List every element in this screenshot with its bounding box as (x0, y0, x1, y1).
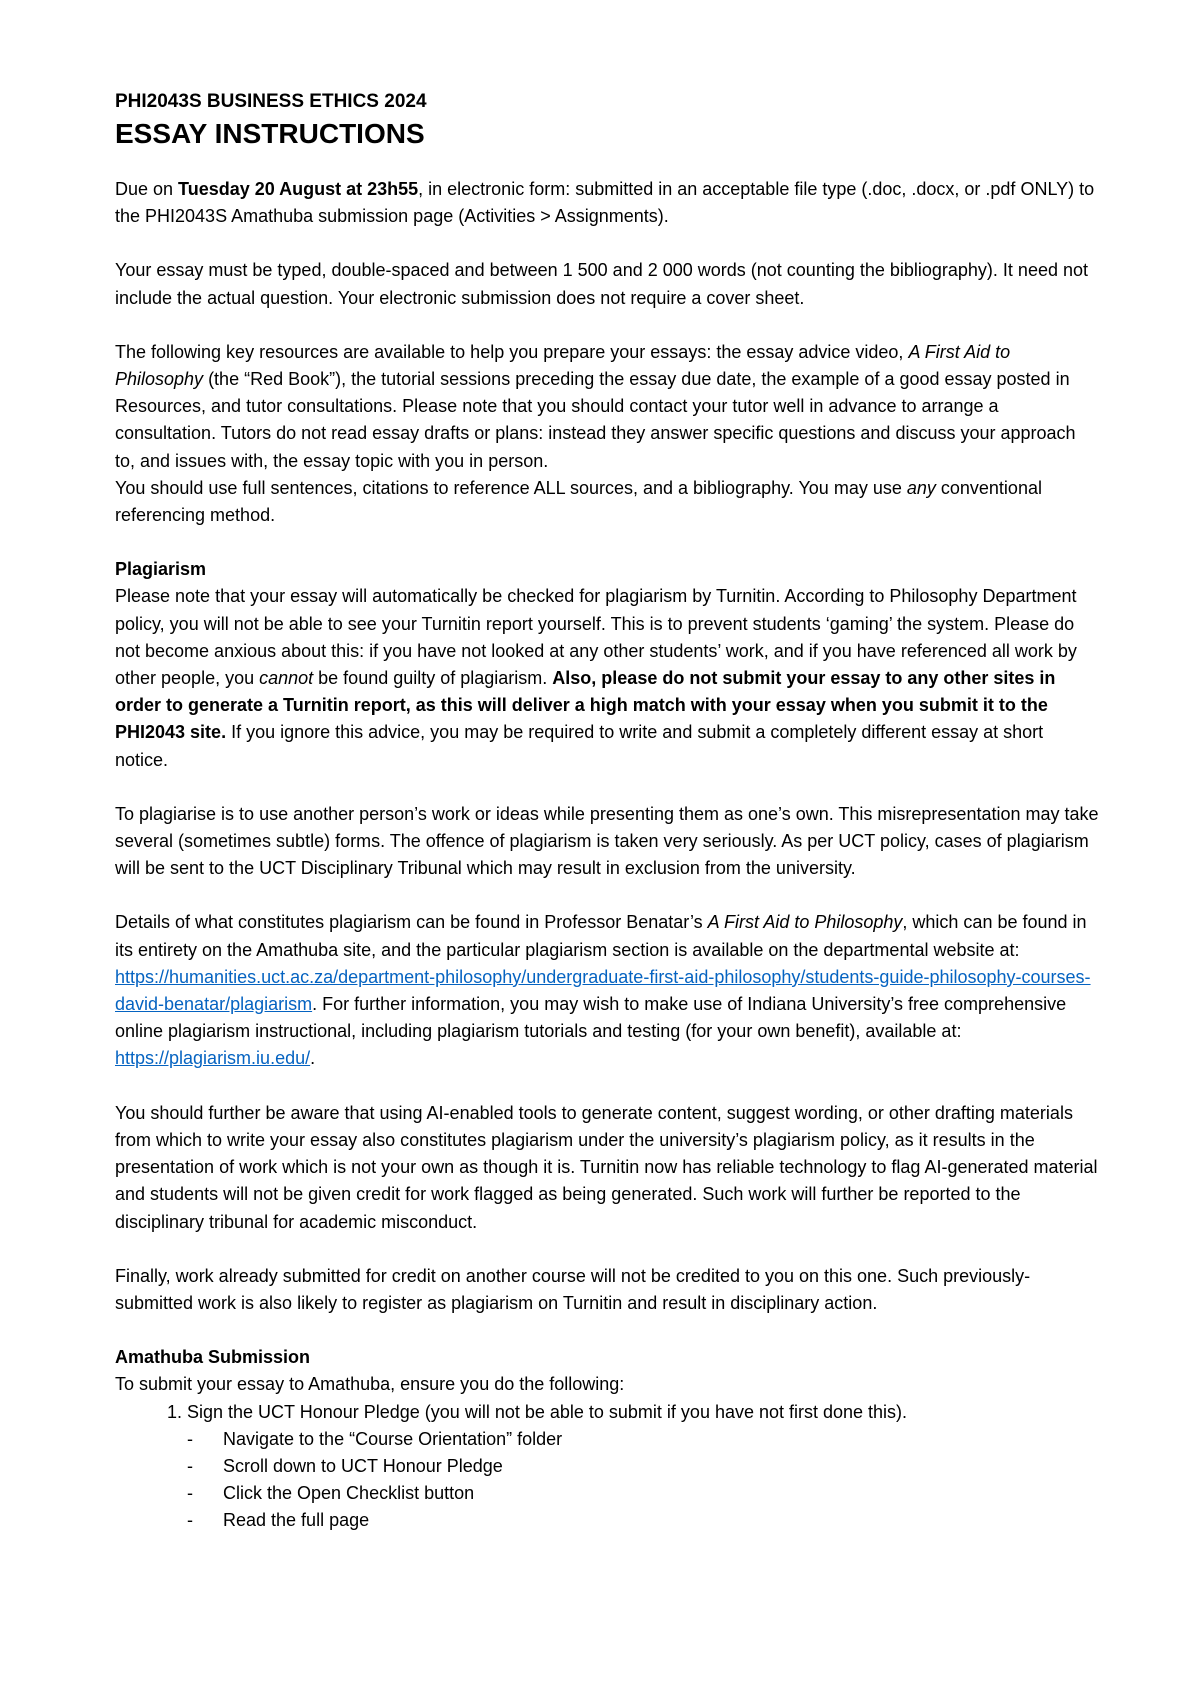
submission-intro: To submit your essay to Amathuba, ensure you do the following: (115, 1374, 625, 1395)
list-item: - Scroll down to UCT Honour Pledge (187, 1453, 1100, 1480)
list-item: - Navigate to the “Course Orientation” folder (187, 1426, 1100, 1453)
turnitin-paragraph: Please note that your essay will automatically be checked for plagiarism by Turnitin. According to Philosophy Department policy, you will not be able to see your Turnitin report yourself. This is to prevent students ‘gaming’ the system. Please do not become anxious about this: if you have not looked at any other students’ work, and if you have referenced all work by other people, you cannot be found guilty of plagiarism. Also, please do not submit your essay to any other sites in order to generate a Turnitin report, as this will deliver a high match with your essay when you submit it to the PHI2043 site. If you ignore this advice, you may be required to write and submit a completely different essay at short notice. (115, 586, 1077, 770)
plagiarism-heading: Plagiarism (115, 559, 207, 580)
page-title: ESSAY INSTRUCTIONS (115, 118, 425, 149)
due-date: Tuesday 20 August at 23h55 (178, 179, 419, 199)
details-paragraph: Details of what constitutes plagiarism can be found in Professor Benatar’s A First Aid to Philosophy, which can be found in its entirety on the Amathuba site, and the particular plagiarism section is available on the departmental website at: https://humanities.uct.ac.za/department-philosophy/undergraduate-first-aid-philosophy/students-guide-philosophy-courses-david-benatar/plagiarism. For further information, you may wish to make use of Indiana University’s free comprehensive online plagiarism instructional, including plagiarism tutorials and testing (for your own benefit), available at: https://plagiarism.iu.edu/. (115, 912, 1091, 1069)
definition-paragraph: To plagiarise is to use another person’s work or ideas while presenting them as one’s own. This misrepresentation may take several (sometimes subtle) forms. The offence of plagiarism is taken very seriously. As per UCT policy, cases of plagiarism will be sent to the UCT Disciplinary Tribunal which may result in exclusion from the university. (115, 803, 1099, 879)
submission-steps (115, 1399, 1100, 1535)
emphasis-cannot: cannot (259, 668, 314, 689)
iu-plagiarism-link[interactable]: https://plagiarism.iu.edu/ (115, 1048, 311, 1069)
document-page (115, 88, 1100, 1535)
due-paragraph: Due on Tuesday 20 August at 23h55, in electronic form: submitted in an acceptable file type (.doc, .docx, or .pdf ONLY) to the PHI2043S Amathuba submission page (Activities > Assignments). (115, 179, 1095, 227)
step-1: Sign the UCT Honour Pledge (you will not be able to submit if you have not first done this). (187, 1401, 908, 1422)
resources-paragraph: The following key resources are available to help you prepare your essays: the essay advice video, A First Aid to Philosophy (the “Red Book”), the tutorial sessions preceding the essay due date, the example of a good essay posted in Resources, and tutor consultations. Please note that you should contact your tutor well in advance to arrange a consultation. Tutors do not read essay drafts or plans: instead they answer specific questions and discuss your approach to, and issues with, the essay topic with you in person. You should use full sentences, citations to reference ALL sources, and a bibliography. You may use any conventional referencing method. (115, 341, 1076, 526)
turnitin-warning: Also, please do not submit your essay to any other sites in order to generate a Turnitin report, as this will deliver a high match with your essay when you submit it to the PHI2043 site. (115, 668, 1056, 743)
pledge-substeps (187, 1426, 1100, 1535)
prior-work-paragraph: Finally, work already submitted for credit on another course will not be credited to you on this one. Such previously-submitted work is also likely to register as plagiarism on Turnitin and result in disciplinary action. (115, 1265, 1031, 1313)
uct-plagiarism-link[interactable]: https://humanities.uct.ac.za/department-philosophy/undergraduate-first-aid-philosophy/students-guide-philosophy-courses-david-benatar/plagiarism (115, 966, 1091, 1015)
emphasis-any: any (906, 477, 936, 498)
ai-paragraph: You should further be aware that using AI-enabled tools to generate content, suggest wording, or other drafting materials from which to write your essay also constitutes plagiarism under the university’s plagiarism policy, as it results in the presentation of work which is not your own as though it is. Turnitin now has reliable technology to flag AI-generated material and students will not be given credit for work flagged as being generated. Such work will further be reported to the disciplinary tribunal for academic misconduct. (115, 1102, 1098, 1232)
book-title: A First Aid to Philosophy (115, 341, 1011, 390)
book-title: A First Aid to Philosophy (707, 912, 903, 933)
submission-heading: Amathuba Submission (115, 1347, 311, 1368)
format-paragraph: Your essay must be typed, double-spaced and between 1 500 and 2 000 words (not counting the bibliography). It need not include the actual question. Your electronic submission does not require a cover sheet. (115, 260, 1089, 308)
list-item: - Click the Open Checklist button (187, 1480, 1100, 1507)
list-item: - Read the full page (187, 1507, 1100, 1534)
list-item (187, 1399, 1100, 1535)
course-title: PHI2043S BUSINESS ETHICS 2024 (115, 91, 427, 112)
